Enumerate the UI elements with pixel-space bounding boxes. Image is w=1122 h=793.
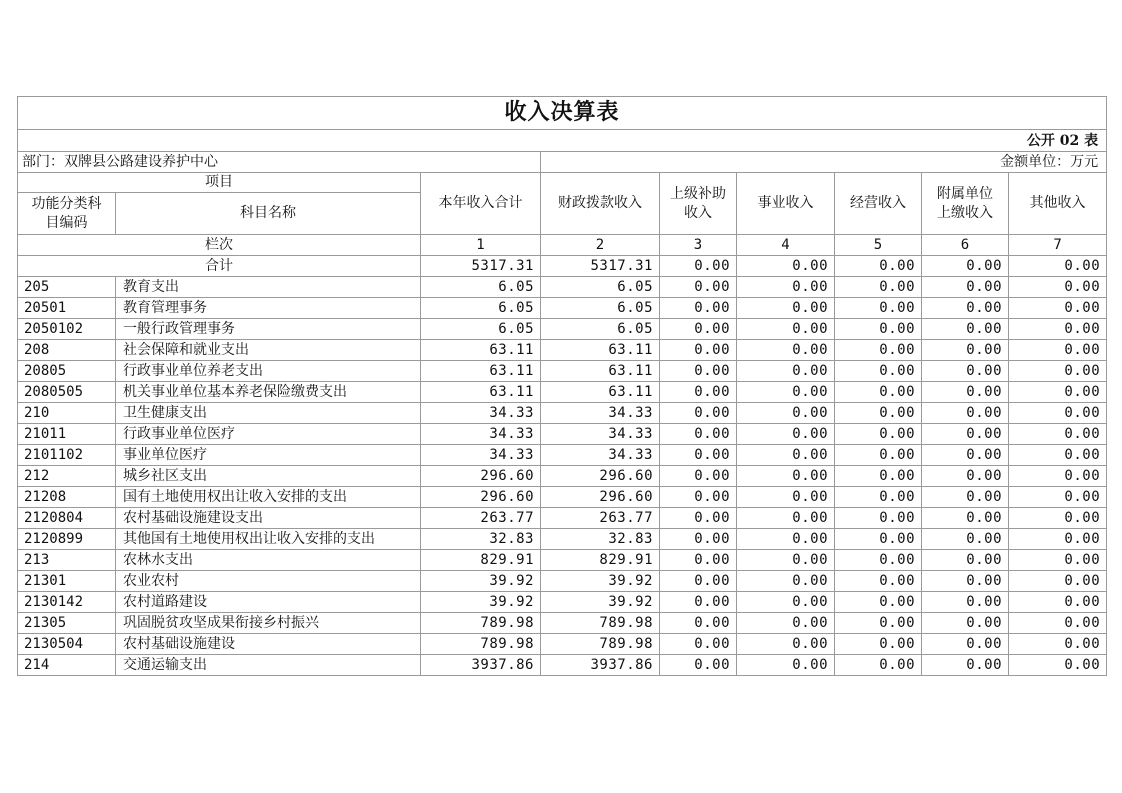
subject-code-cell: 2080505: [18, 382, 116, 403]
amount-cell: 0.00: [660, 655, 737, 676]
amount-cell: 0.00: [835, 319, 922, 340]
amount-cell: 0.00: [922, 487, 1009, 508]
table-row: [18, 424, 1107, 445]
subject-code-cell: 21301: [18, 571, 116, 592]
amount-cell: 63.11: [541, 382, 660, 403]
table-row: [18, 466, 1107, 487]
amount-cell: 3937.86: [541, 655, 660, 676]
amount-cell: 0.00: [835, 550, 922, 571]
amount-cell: 829.91: [541, 550, 660, 571]
amount-cell: 32.83: [421, 529, 541, 550]
amount-cell: 0.00: [922, 613, 1009, 634]
amount-cell: 0.00: [737, 571, 835, 592]
table-row: [18, 340, 1107, 361]
amount-cell: 0.00: [835, 634, 922, 655]
amount-cell: 0.00: [660, 277, 737, 298]
amount-cell: 0.00: [737, 424, 835, 445]
amount-cell: 789.98: [421, 634, 541, 655]
amount-cell: 0.00: [660, 424, 737, 445]
amount-cell: 0.00: [835, 508, 922, 529]
total-cell: 0.00: [737, 256, 835, 277]
subject-code-cell: 2050102: [18, 319, 116, 340]
amount-cell: 0.00: [922, 571, 1009, 592]
amount-cell: 0.00: [1009, 403, 1107, 424]
table-row: [18, 319, 1107, 340]
amount-cell: 0.00: [1009, 634, 1107, 655]
amount-cell: 0.00: [1009, 277, 1107, 298]
form-number: 公开 02 表: [541, 130, 1107, 152]
amount-cell: 0.00: [660, 529, 737, 550]
amount-cell: 0.00: [660, 382, 737, 403]
amount-cell: 0.00: [1009, 319, 1107, 340]
header-superior-subsidy: 上级补助收入: [660, 173, 737, 235]
amount-cell: 296.60: [421, 487, 541, 508]
total-cell: 0.00: [660, 256, 737, 277]
amount-cell: 34.33: [541, 445, 660, 466]
header-business-income: 事业收入: [737, 173, 835, 235]
amount-cell: 34.33: [421, 424, 541, 445]
amount-cell: 0.00: [660, 592, 737, 613]
amount-cell: 0.00: [1009, 382, 1107, 403]
total-cell: 0.00: [922, 256, 1009, 277]
subject-code-cell: 2120804: [18, 508, 116, 529]
amount-cell: 0.00: [737, 592, 835, 613]
income-table: [17, 96, 1107, 676]
department-label: 部门：双牌县公路建设养护中心: [18, 152, 541, 173]
index-cell: 2: [541, 235, 660, 256]
amount-cell: 0.00: [660, 466, 737, 487]
amount-cell: 0.00: [1009, 571, 1107, 592]
table-row: [18, 529, 1107, 550]
subject-name-cell: 巩固脱贫攻坚成果衔接乡村振兴: [116, 613, 421, 634]
amount-cell: 63.11: [421, 340, 541, 361]
amount-cell: 0.00: [660, 571, 737, 592]
amount-cell: 0.00: [737, 382, 835, 403]
amount-cell: 0.00: [835, 487, 922, 508]
index-row-label: 栏次: [18, 235, 421, 256]
amount-cell: 0.00: [737, 445, 835, 466]
table-row: [18, 571, 1107, 592]
amount-cell: 0.00: [922, 361, 1009, 382]
amount-cell: 263.77: [421, 508, 541, 529]
amount-cell: 34.33: [421, 403, 541, 424]
header-item: 项目: [18, 173, 421, 193]
amount-cell: 0.00: [835, 424, 922, 445]
subject-name-cell: 教育支出: [116, 277, 421, 298]
amount-cell: 0.00: [835, 571, 922, 592]
amount-cell: 6.05: [541, 319, 660, 340]
amount-cell: 0.00: [737, 487, 835, 508]
header-fiscal-appropriation: 财政拨款收入: [541, 173, 660, 235]
amount-cell: 263.77: [541, 508, 660, 529]
index-cell: 5: [835, 235, 922, 256]
amount-cell: 0.00: [660, 403, 737, 424]
subject-code-cell: 210: [18, 403, 116, 424]
total-row-label: 合计: [18, 256, 421, 277]
amount-cell: 39.92: [541, 571, 660, 592]
amount-cell: 296.60: [541, 466, 660, 487]
total-cell: 5317.31: [421, 256, 541, 277]
amount-cell: 63.11: [541, 361, 660, 382]
subject-name-cell: 行政事业单位医疗: [116, 424, 421, 445]
amount-cell: 39.92: [421, 571, 541, 592]
subject-name-cell: 教育管理事务: [116, 298, 421, 319]
table-row: [18, 508, 1107, 529]
amount-cell: 0.00: [835, 592, 922, 613]
subject-name-cell: 农村基础设施建设: [116, 634, 421, 655]
amount-cell: 0.00: [660, 613, 737, 634]
subject-name-cell: 城乡社区支出: [116, 466, 421, 487]
amount-cell: 0.00: [737, 466, 835, 487]
amount-cell: 0.00: [1009, 655, 1107, 676]
index-cell: 4: [737, 235, 835, 256]
total-cell: 0.00: [1009, 256, 1107, 277]
amount-cell: 0.00: [1009, 424, 1107, 445]
amount-cell: 6.05: [541, 298, 660, 319]
amount-cell: 0.00: [922, 319, 1009, 340]
subject-name-cell: 农村基础设施建设支出: [116, 508, 421, 529]
amount-cell: 0.00: [737, 508, 835, 529]
amount-cell: 0.00: [660, 340, 737, 361]
subject-name-cell: 国有土地使用权出让收入安排的支出: [116, 487, 421, 508]
amount-cell: 0.00: [737, 634, 835, 655]
amount-cell: 32.83: [541, 529, 660, 550]
subject-code-cell: 21305: [18, 613, 116, 634]
subject-code-cell: 2130504: [18, 634, 116, 655]
amount-cell: 0.00: [1009, 592, 1107, 613]
amount-cell: 0.00: [660, 319, 737, 340]
index-cell: 3: [660, 235, 737, 256]
subject-name-cell: 其他国有土地使用权出让收入安排的支出: [116, 529, 421, 550]
subject-name-cell: 交通运输支出: [116, 655, 421, 676]
amount-cell: 63.11: [421, 382, 541, 403]
total-cell: 5317.31: [541, 256, 660, 277]
subject-code-cell: 2130142: [18, 592, 116, 613]
amount-cell: 6.05: [421, 298, 541, 319]
subject-name-cell: 农村道路建设: [116, 592, 421, 613]
amount-cell: 0.00: [737, 655, 835, 676]
amount-cell: 0.00: [1009, 445, 1107, 466]
amount-cell: 39.92: [421, 592, 541, 613]
amount-cell: 34.33: [421, 445, 541, 466]
amount-cell: 34.33: [541, 403, 660, 424]
amount-cell: 789.98: [541, 634, 660, 655]
amount-cell: 3937.86: [421, 655, 541, 676]
amount-cell: 0.00: [1009, 529, 1107, 550]
amount-cell: 0.00: [1009, 466, 1107, 487]
amount-cell: 0.00: [660, 361, 737, 382]
amount-cell: 0.00: [835, 298, 922, 319]
table-row: [18, 382, 1107, 403]
amount-cell: 0.00: [922, 466, 1009, 487]
amount-cell: 39.92: [541, 592, 660, 613]
amount-cell: 0.00: [660, 508, 737, 529]
header-total-income: 本年收入合计: [421, 173, 541, 235]
amount-cell: 0.00: [1009, 508, 1107, 529]
blank-cell: [18, 130, 541, 152]
header-operating-income: 经营收入: [835, 173, 922, 235]
subject-code-cell: 20501: [18, 298, 116, 319]
subject-code-cell: 205: [18, 277, 116, 298]
amount-cell: 6.05: [541, 277, 660, 298]
amount-cell: 0.00: [737, 529, 835, 550]
amount-cell: 0.00: [1009, 298, 1107, 319]
subject-code-cell: 213: [18, 550, 116, 571]
subject-code-cell: 212: [18, 466, 116, 487]
amount-cell: 0.00: [835, 445, 922, 466]
amount-cell: 0.00: [737, 319, 835, 340]
amount-cell: 0.00: [1009, 613, 1107, 634]
amount-cell: 0.00: [835, 361, 922, 382]
amount-cell: 0.00: [922, 550, 1009, 571]
table-row: [18, 592, 1107, 613]
subject-code-cell: 21208: [18, 487, 116, 508]
table-title: 收入决算表: [18, 97, 1107, 130]
subject-name-cell: 社会保障和就业支出: [116, 340, 421, 361]
amount-cell: 0.00: [737, 277, 835, 298]
table-row: [18, 298, 1107, 319]
amount-cell: 0.00: [922, 382, 1009, 403]
table-row: [18, 655, 1107, 676]
amount-cell: 0.00: [660, 634, 737, 655]
amount-cell: 0.00: [922, 298, 1009, 319]
amount-cell: 296.60: [421, 466, 541, 487]
subject-name-cell: 机关事业单位基本养老保险缴费支出: [116, 382, 421, 403]
amount-cell: 0.00: [835, 403, 922, 424]
amount-cell: 0.00: [660, 550, 737, 571]
subject-name-cell: 农业农村: [116, 571, 421, 592]
table-row: [18, 487, 1107, 508]
subject-code-cell: 214: [18, 655, 116, 676]
amount-cell: 0.00: [922, 634, 1009, 655]
amount-cell: 0.00: [922, 592, 1009, 613]
table-row: [18, 634, 1107, 655]
amount-cell: 0.00: [737, 550, 835, 571]
amount-cell: 34.33: [541, 424, 660, 445]
amount-cell: 0.00: [922, 655, 1009, 676]
index-cell: 6: [922, 235, 1009, 256]
amount-cell: 0.00: [922, 445, 1009, 466]
amount-cell: 0.00: [1009, 361, 1107, 382]
amount-cell: 789.98: [421, 613, 541, 634]
subject-code-cell: 20805: [18, 361, 116, 382]
amount-cell: 0.00: [922, 403, 1009, 424]
subject-name-cell: 行政事业单位养老支出: [116, 361, 421, 382]
index-cell: 7: [1009, 235, 1107, 256]
amount-cell: 0.00: [835, 529, 922, 550]
amount-cell: 6.05: [421, 319, 541, 340]
subject-name-cell: 事业单位医疗: [116, 445, 421, 466]
table-row: [18, 445, 1107, 466]
amount-cell: 0.00: [1009, 487, 1107, 508]
table-row: [18, 613, 1107, 634]
index-cell: 1: [421, 235, 541, 256]
header-subject-name: 科目名称: [116, 193, 421, 235]
table-row: [18, 361, 1107, 382]
subject-code-cell: 2101102: [18, 445, 116, 466]
subject-code-cell: 21011: [18, 424, 116, 445]
amount-cell: 0.00: [737, 403, 835, 424]
amount-cell: 296.60: [541, 487, 660, 508]
subject-name-cell: 一般行政管理事务: [116, 319, 421, 340]
amount-cell: 0.00: [835, 613, 922, 634]
amount-cell: 6.05: [421, 277, 541, 298]
unit-label: 金额单位：万元: [541, 152, 1107, 173]
amount-cell: 0.00: [835, 340, 922, 361]
amount-cell: 0.00: [835, 277, 922, 298]
amount-cell: 0.00: [660, 445, 737, 466]
amount-cell: 789.98: [541, 613, 660, 634]
amount-cell: 0.00: [660, 298, 737, 319]
total-cell: 0.00: [835, 256, 922, 277]
table-row: [18, 550, 1107, 571]
amount-cell: 0.00: [1009, 340, 1107, 361]
amount-cell: 829.91: [421, 550, 541, 571]
amount-cell: 63.11: [541, 340, 660, 361]
amount-cell: 0.00: [737, 340, 835, 361]
amount-cell: 0.00: [922, 340, 1009, 361]
amount-cell: 0.00: [835, 655, 922, 676]
amount-cell: 0.00: [1009, 550, 1107, 571]
amount-cell: 63.11: [421, 361, 541, 382]
amount-cell: 0.00: [737, 298, 835, 319]
amount-cell: 0.00: [922, 424, 1009, 445]
amount-cell: 0.00: [922, 529, 1009, 550]
table-row: [18, 403, 1107, 424]
amount-cell: 0.00: [737, 613, 835, 634]
income-final-account-sheet: [17, 96, 1106, 676]
subject-code-cell: 208: [18, 340, 116, 361]
amount-cell: 0.00: [660, 487, 737, 508]
subject-name-cell: 卫生健康支出: [116, 403, 421, 424]
amount-cell: 0.00: [835, 382, 922, 403]
subject-name-cell: 农林水支出: [116, 550, 421, 571]
table-row: [18, 277, 1107, 298]
amount-cell: 0.00: [922, 277, 1009, 298]
amount-cell: 0.00: [835, 466, 922, 487]
header-other-income: 其他收入: [1009, 173, 1107, 235]
header-function-code: 功能分类科目编码: [18, 193, 116, 235]
header-affiliated-unit-income: 附属单位上缴收入: [922, 173, 1009, 235]
amount-cell: 0.00: [737, 361, 835, 382]
amount-cell: 0.00: [922, 508, 1009, 529]
subject-code-cell: 2120899: [18, 529, 116, 550]
